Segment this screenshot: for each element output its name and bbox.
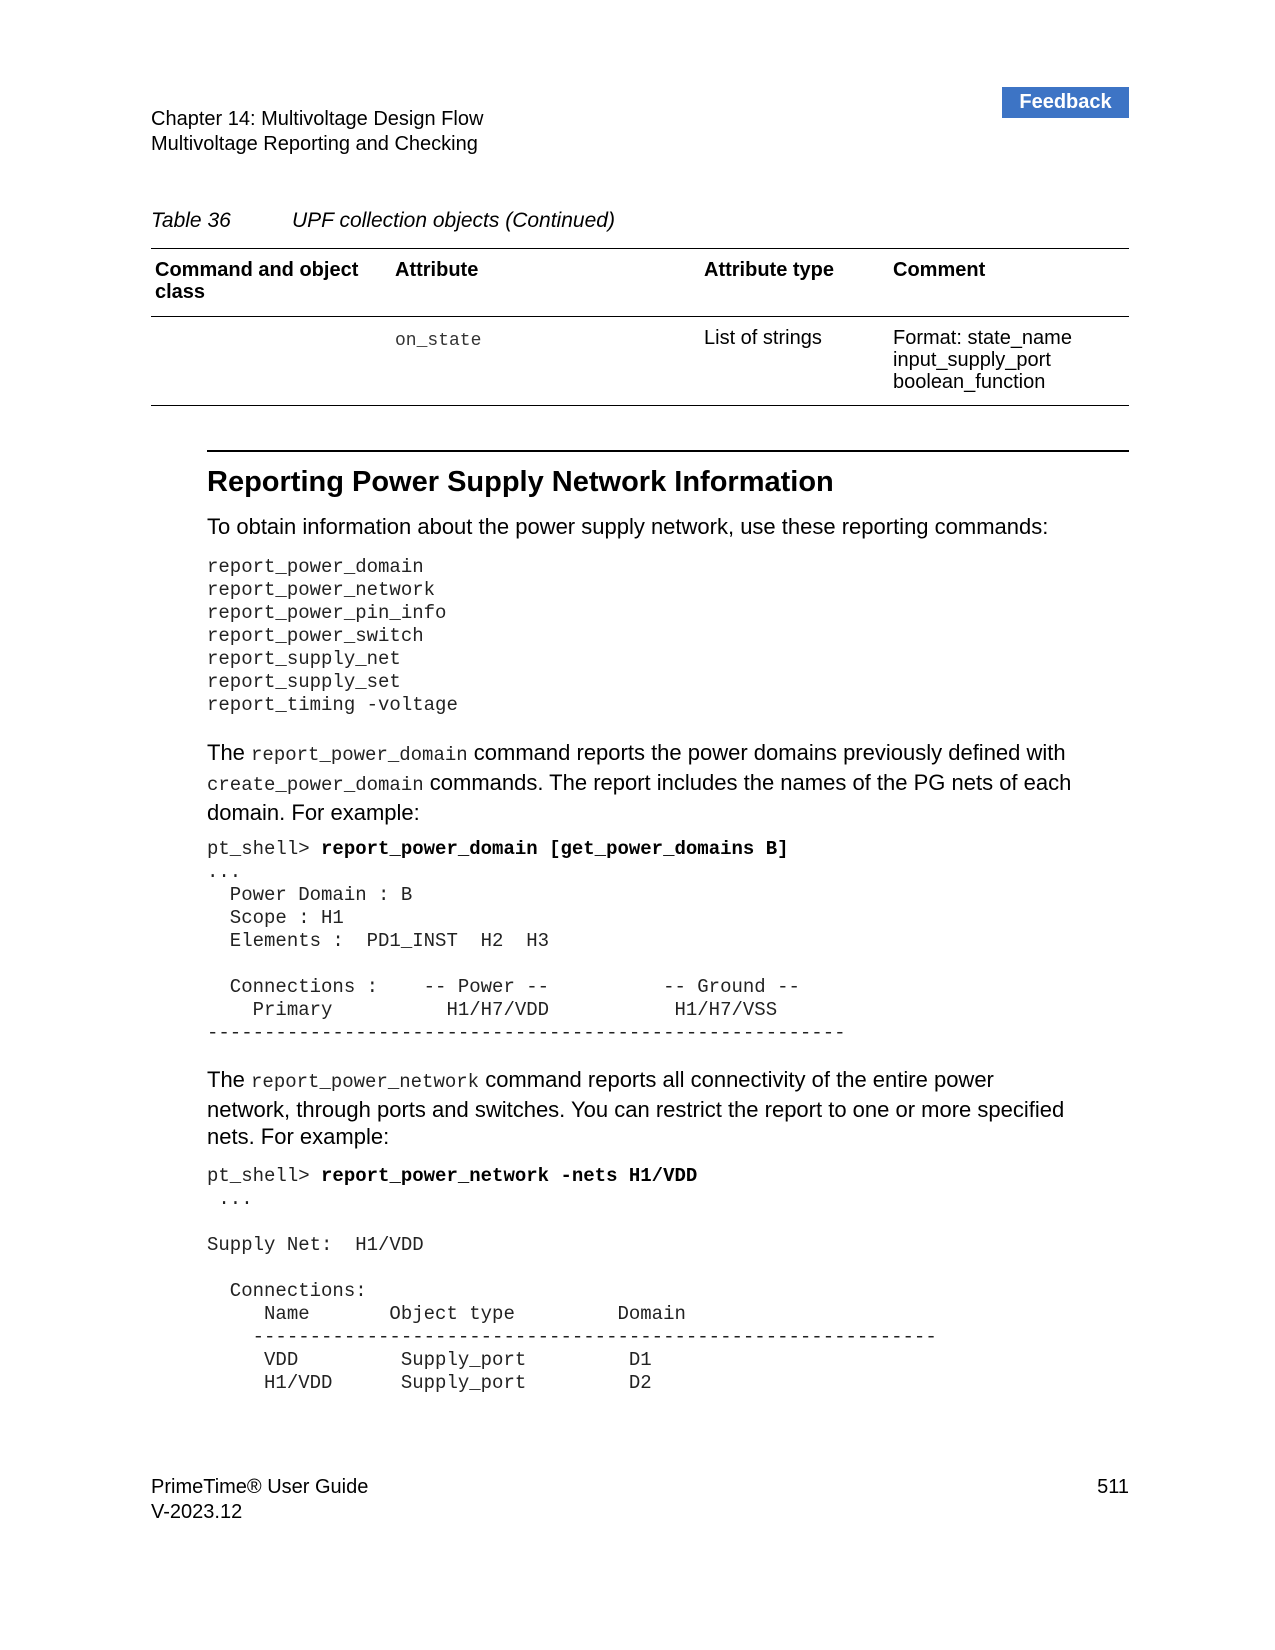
shell-prompt: pt_shell>	[207, 838, 322, 860]
para-text: command reports the power domains previously defined with	[467, 740, 1066, 765]
chapter-title: Chapter 14: Multivoltage Design Flow	[151, 108, 484, 130]
command-item: report_timing -voltage	[207, 694, 458, 716]
table-title: UPF collection objects (Continued)	[292, 209, 615, 232]
cell-attribute: on_state	[395, 331, 482, 351]
para-text: domain. For example:	[207, 800, 420, 825]
shell-command: report_power_network -nets H1/VDD	[321, 1165, 698, 1187]
feedback-button[interactable]: Feedback	[1002, 87, 1129, 118]
output-line: --------------------------------------------------------	[207, 1022, 846, 1044]
col-header-attribute-type: Attribute type	[704, 259, 834, 281]
command-item: report_supply_set	[207, 671, 401, 693]
col-header-command	[155, 259, 358, 303]
output-line: Elements : PD1_INST H2 H3	[207, 930, 550, 952]
output-line: VDD Supply_port D1	[207, 1349, 652, 1371]
para-text: nets. For example:	[207, 1124, 390, 1149]
col-header-attribute: Attribute	[395, 259, 479, 281]
para-text: commands. The report includes the names of the PG nets of each	[423, 770, 1072, 795]
para-text: The	[207, 1067, 252, 1092]
output-line: Power Domain : B	[207, 884, 413, 906]
output-line: Supply Net: H1/VDD	[207, 1234, 424, 1256]
output-line: ...	[207, 861, 242, 883]
cell-comment	[893, 327, 1072, 393]
footer-title: PrimeTime® User Guide	[151, 1476, 369, 1498]
output-line: Primary H1/H7/VDD H1/H7/VSS	[207, 999, 778, 1021]
command-item: report_power_domain	[207, 556, 424, 578]
table-header-rule	[151, 316, 1129, 317]
output-line: H1/VDD Supply_port D2	[207, 1372, 652, 1394]
example-report-power-network	[207, 1165, 937, 1395]
section-heading: Reporting Power Supply Network Information	[207, 466, 834, 498]
footer-version: V-2023.12	[151, 1501, 243, 1523]
output-line: Scope : H1	[207, 907, 344, 929]
table-number: Table 36	[151, 209, 231, 232]
cell-comment-line1: Format: state_name	[893, 327, 1072, 349]
output-line: ...	[207, 1188, 253, 1210]
cell-comment-line3: boolean_function	[893, 371, 1046, 393]
cell-comment-line2: input_supply_port	[893, 349, 1051, 371]
command-item: report_power_switch	[207, 625, 424, 647]
cell-attribute-type: List of strings	[704, 327, 822, 349]
col-header-command-line2: class	[155, 281, 206, 303]
shell-command: report_power_domain [get_power_domains B]	[321, 838, 789, 860]
paragraph-report-power-domain	[207, 739, 1132, 826]
section-rule	[207, 450, 1129, 452]
inline-code: report_power_network	[251, 1071, 480, 1093]
para-text: network, through ports and switches. You can restrict the report to one or more specified	[207, 1097, 1065, 1122]
command-item: report_power_network	[207, 579, 436, 601]
command-list	[207, 556, 458, 717]
output-line: Connections : -- Power -- -- Ground --	[207, 976, 800, 998]
command-item: report_power_pin_info	[207, 602, 447, 624]
table-top-rule	[151, 248, 1129, 249]
section-title: Multivoltage Reporting and Checking	[151, 133, 478, 155]
intro-paragraph: To obtain information about the power supply network, use these reporting commands:	[207, 514, 1049, 539]
output-line: Connections:	[207, 1280, 367, 1302]
para-text: command reports all connectivity of the entire power	[479, 1067, 994, 1092]
inline-code: report_power_domain	[251, 744, 468, 766]
inline-code: create_power_domain	[207, 774, 424, 796]
page-number: 511	[1097, 1476, 1129, 1498]
col-header-comment: Comment	[893, 259, 986, 281]
para-text: The	[207, 740, 252, 765]
col-header-command-line1: Command and object	[155, 259, 359, 281]
output-line: ------------------------------------------------------------	[207, 1326, 937, 1348]
output-line: Name Object type Domain	[207, 1303, 686, 1325]
example-report-power-domain	[207, 838, 846, 1045]
paragraph-report-power-network	[207, 1066, 1132, 1150]
shell-prompt: pt_shell>	[207, 1165, 322, 1187]
command-item: report_supply_net	[207, 648, 401, 670]
table-bottom-rule	[151, 405, 1129, 406]
